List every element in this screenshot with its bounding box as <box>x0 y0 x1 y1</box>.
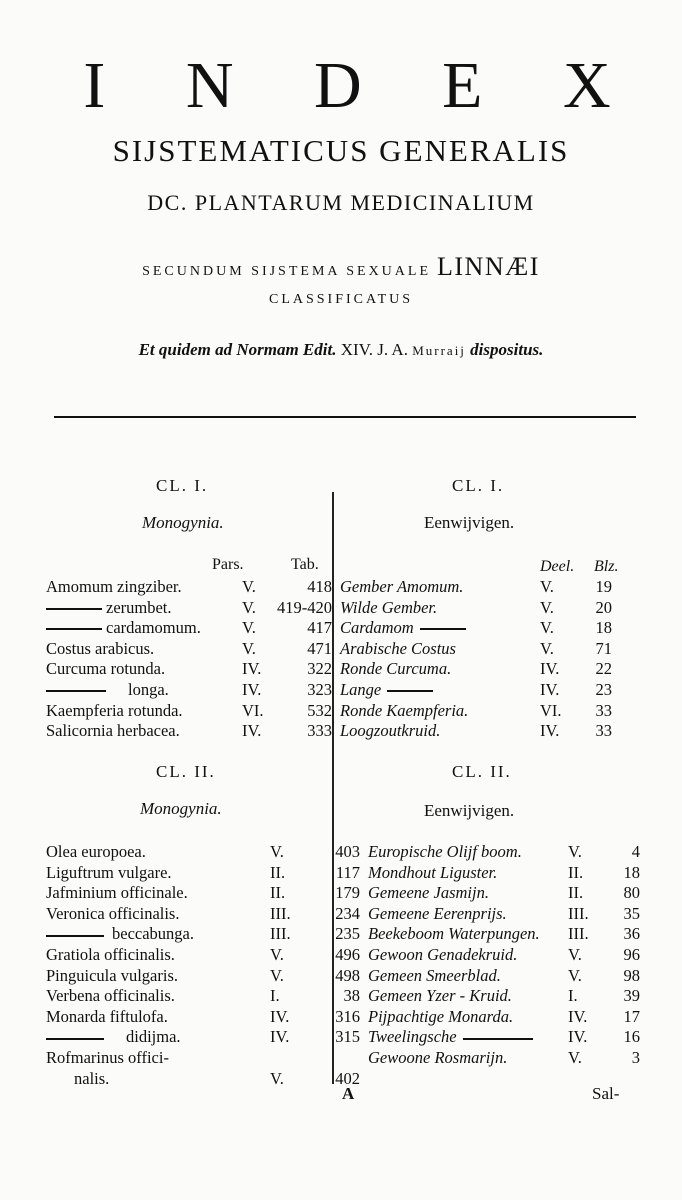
ditto-dash <box>46 628 102 630</box>
tab-cell: 419-420 <box>277 597 332 617</box>
table-row <box>46 1007 640 1028</box>
class2-table <box>46 842 640 1089</box>
deel-cell: V. <box>540 577 554 596</box>
tab-cell: 498 <box>335 965 360 985</box>
tab-cell: 316 <box>335 1006 360 1026</box>
edition-note-author: Murraij <box>412 343 466 358</box>
subtitle-line-3-name: LINNÆI <box>437 252 540 281</box>
index-title: I N D E X <box>83 49 643 122</box>
dutch-name: Lange <box>340 679 382 699</box>
deel-cell: IV. <box>540 679 560 699</box>
tab-cell: 322 <box>307 659 332 679</box>
blz-cell: 16 <box>623 1027 640 1047</box>
blz-cell: 96 <box>623 944 640 964</box>
deel-cell: V. <box>568 944 582 964</box>
class2-left-order: Monogynia. <box>140 799 222 818</box>
dutch-name: Gemeen Yzer - Kruid. <box>368 986 512 1006</box>
deel-cell: V. <box>540 638 554 658</box>
dutch-name: Tweelingsche <box>368 1027 457 1047</box>
dutch-name: Gewoon Genadekruid. <box>368 944 518 964</box>
deel-cell: V. <box>568 965 582 985</box>
pars-cell: IV. <box>242 721 262 741</box>
dutch-name: Pijpachtige Monarda. <box>368 1006 514 1026</box>
class2-right-heading: CL. II. <box>452 762 512 781</box>
deel-cell: IV. <box>568 1027 588 1047</box>
pars-cell: V. <box>242 577 256 596</box>
deel-cell: V. <box>540 597 554 617</box>
ditto-dash <box>463 1038 533 1040</box>
pars-cell: II. <box>270 883 286 903</box>
blz-cell: 19 <box>595 577 612 596</box>
tab-cell <box>300 1048 360 1069</box>
edition-note-tail: dispositus. <box>470 340 544 359</box>
blz-cell: 33 <box>595 700 612 720</box>
deel-cell: III. <box>568 903 589 923</box>
pars-cell: III. <box>270 903 291 923</box>
subtitle-line-1: SIJSTEMATICUS GENERALIS <box>112 133 570 168</box>
latin-name: nalis. <box>74 1068 110 1088</box>
blz-cell: 71 <box>595 638 612 658</box>
latin-name: cardamomum. <box>106 618 201 638</box>
class1-right-order: Eenwijvigen. <box>424 513 515 532</box>
class1-table <box>46 577 612 742</box>
col-pars-header: Pars. <box>212 556 244 573</box>
dutch-name: Gewoone Rosmarijn. <box>368 1047 508 1067</box>
deel-cell: VI. <box>540 700 562 720</box>
tab-cell: 471 <box>307 638 332 658</box>
table-row <box>46 1027 640 1048</box>
latin-name: Jafminium officinale. <box>46 883 188 903</box>
tab-cell: 418 <box>307 577 332 596</box>
pars-cell: V. <box>270 1068 284 1088</box>
blz-cell: 18 <box>623 862 640 882</box>
deel-cell: IV. <box>540 721 560 741</box>
pars-cell <box>270 1048 300 1069</box>
subtitle-line-2: DC. PLANTARUM MEDICINALIUM <box>147 190 535 215</box>
tab-cell: 117 <box>335 862 360 882</box>
tab-cell: 333 <box>307 721 332 741</box>
table-row <box>46 924 640 945</box>
deel-cell: II. <box>568 883 584 903</box>
latin-name: Rofmarinus offici- <box>46 1047 169 1067</box>
column-divider <box>332 492 334 1084</box>
pars-cell: V. <box>242 618 256 638</box>
table-row <box>46 721 612 742</box>
subtitle-line-3 <box>0 252 682 282</box>
ditto-dash <box>46 935 104 937</box>
table-row <box>46 986 640 1007</box>
table-row <box>46 577 612 598</box>
tab-cell: 323 <box>307 679 332 699</box>
deel-cell: IV. <box>540 659 560 679</box>
latin-name: Monarda fiftulofa. <box>46 1006 168 1026</box>
tab-cell: 532 <box>307 700 332 720</box>
pars-cell: V. <box>242 638 256 658</box>
dutch-name: Gemeene Jasmijn. <box>368 883 489 903</box>
latin-name: didijma. <box>126 1027 181 1047</box>
tab-cell: 38 <box>343 986 360 1006</box>
table-row <box>46 842 640 863</box>
ditto-dash <box>46 1038 104 1040</box>
deel-cell: V. <box>568 842 582 861</box>
latin-name: Pinguicula vulgaris. <box>46 965 178 985</box>
table-row <box>46 598 612 619</box>
latin-name: Kaempferia rotunda. <box>46 700 183 720</box>
table-row <box>46 966 640 987</box>
table-row <box>46 1048 640 1069</box>
tab-cell: 402 <box>335 1068 360 1088</box>
deel-cell: V. <box>540 618 554 638</box>
pars-cell: V. <box>270 965 284 985</box>
blz-cell: 33 <box>595 721 612 741</box>
latin-name: beccabunga. <box>112 924 194 944</box>
dutch-name: Ronde Curcuma. <box>340 659 452 679</box>
signature-mark: A <box>342 1084 355 1103</box>
tab-cell: 235 <box>335 924 360 944</box>
dutch-name: Gember Amomum. <box>340 577 464 596</box>
subtitle-line-4: CLASSIFICATUS <box>268 292 414 307</box>
dutch-name: Europische Olijf boom. <box>368 842 522 861</box>
pars-cell: IV. <box>242 679 262 699</box>
latin-name: Verbena officinalis. <box>46 986 175 1006</box>
dutch-name: Loogzoutkruid. <box>340 721 441 741</box>
blz-cell: 23 <box>595 679 612 699</box>
tab-cell: 234 <box>335 903 360 923</box>
class1-left-heading: CL. I. <box>156 476 209 495</box>
dutch-name: Ronde Kaempferia. <box>340 700 469 720</box>
blz-cell: 20 <box>595 597 612 617</box>
blz-cell: 36 <box>623 924 640 944</box>
pars-cell: V. <box>270 842 284 861</box>
table-row <box>46 680 612 701</box>
subtitle-line-3-prefix: SECUNDUM SIJSTEMA SEXUALE <box>142 264 432 279</box>
table-row <box>46 904 640 925</box>
table-row <box>46 618 612 639</box>
pars-cell: V. <box>242 597 256 617</box>
blz-cell: 22 <box>595 659 612 679</box>
dutch-name: Gemeen Smeerblad. <box>368 965 501 985</box>
pars-cell: III. <box>270 924 291 944</box>
tab-cell: 315 <box>335 1027 360 1047</box>
table-row <box>46 883 640 904</box>
latin-name: Veronica officinalis. <box>46 903 180 923</box>
deel-cell: III. <box>568 924 589 944</box>
latin-name: Amomum zingziber. <box>46 577 182 596</box>
table-row <box>46 639 612 660</box>
blz-cell: 35 <box>623 903 640 923</box>
blz-cell: 4 <box>631 842 640 861</box>
dutch-name: Arabische Costus <box>340 638 456 658</box>
blz-cell: 98 <box>623 965 640 985</box>
catchword: Sal- <box>592 1084 620 1103</box>
class2-left-heading: CL. II. <box>156 762 216 781</box>
ditto-dash <box>46 690 106 692</box>
pars-cell: VI. <box>242 700 264 720</box>
class2-right-order: Eenwijvigen. <box>424 801 515 820</box>
dutch-name: Mondhout Liguster. <box>368 862 498 882</box>
blz-cell: 17 <box>623 1006 640 1026</box>
tab-cell: 179 <box>335 883 360 903</box>
deel-cell: II. <box>568 862 584 882</box>
latin-name: Costus arabicus. <box>46 638 155 658</box>
deel-cell: IV. <box>568 1006 588 1026</box>
deel-cell: I. <box>568 986 578 1006</box>
latin-name: zerumbet. <box>106 597 172 617</box>
blz-cell: 18 <box>595 618 612 638</box>
table-row <box>46 863 640 884</box>
dutch-name <box>368 1069 568 1090</box>
table-row <box>46 701 612 722</box>
latin-name: Curcuma rotunda. <box>46 659 166 679</box>
ditto-dash <box>387 690 433 692</box>
blz-cell: 80 <box>623 883 640 903</box>
ditto-dash <box>420 628 466 630</box>
table-row <box>46 659 612 680</box>
dutch-name: Gemeene Eerenprijs. <box>368 903 507 923</box>
pars-cell: IV. <box>242 659 262 679</box>
col-tab-header: Tab. <box>291 556 319 573</box>
tab-cell: 403 <box>335 842 360 861</box>
dutch-name: Wilde Gember. <box>340 597 438 617</box>
col-blz-header: Blz. <box>594 558 619 575</box>
pars-cell: I. <box>270 986 280 1006</box>
edition-note <box>0 340 682 360</box>
latin-name: Salicornia herbacea. <box>46 721 180 741</box>
class1-right-heading: CL. I. <box>452 476 505 495</box>
pars-cell: IV. <box>270 1027 290 1047</box>
pars-cell: V. <box>270 944 284 964</box>
latin-name: longa. <box>128 679 169 699</box>
edition-note-roman: XIV. J. A. <box>340 340 408 359</box>
horizontal-rule <box>54 416 636 418</box>
latin-name: Gratiola officinalis. <box>46 944 175 964</box>
tab-cell: 496 <box>335 944 360 964</box>
tab-cell: 417 <box>307 618 332 638</box>
dutch-name: Beekeboom Waterpungen. <box>368 924 540 944</box>
edition-note-italic: Et quidem ad Normam Edit. <box>138 340 337 359</box>
col-deel-header: Deel. <box>540 558 575 575</box>
table-row <box>46 945 640 966</box>
pars-cell: II. <box>270 862 286 882</box>
latin-name: Liguftrum vulgare. <box>46 862 172 882</box>
blz-cell: 3 <box>631 1047 640 1067</box>
blz-cell: 39 <box>623 986 640 1006</box>
pars-cell: IV. <box>270 1006 290 1026</box>
latin-name: Olea europoea. <box>46 842 146 861</box>
ditto-dash <box>46 608 102 610</box>
deel-cell: V. <box>568 1047 582 1067</box>
dutch-name: Cardamom <box>340 618 414 638</box>
class1-left-order: Monogynia. <box>142 513 224 532</box>
